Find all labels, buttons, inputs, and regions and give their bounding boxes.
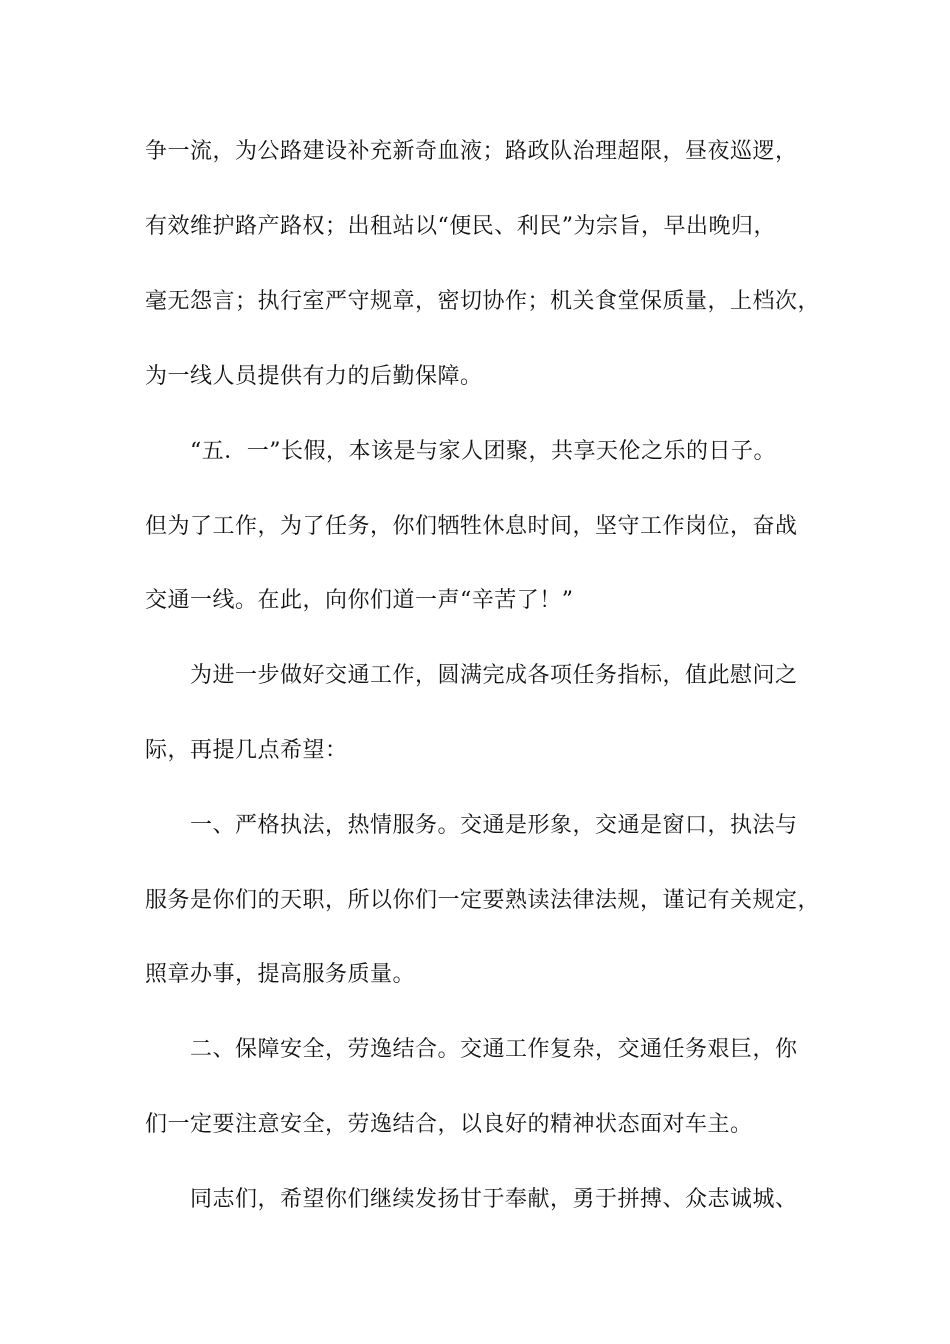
text-line-6: 但为了工作，为了任务，你们牺牲休息时间，坚守工作岗位，奋战 — [145, 514, 798, 539]
text-line-7: 交通一线。在此，向你们道一声“辛苦了！” — [145, 588, 574, 613]
text-line-15: 同志们，希望你们继续发扬甘于奉献，勇于拼搏、众志诚城、 — [190, 1187, 798, 1212]
text-line-2: 有效维护路产路权；出租站以“便民、利民”为宗旨，早出晚归， — [145, 214, 776, 239]
text-line-9: 际，再提几点希望： — [145, 738, 348, 763]
text-line-5: “五．一”长假，本该是与家人团聚，共享天伦之乐的日子。 — [190, 439, 776, 464]
text-line-4: 为一线人员提供有力的后勤保障。 — [145, 364, 483, 389]
text-line-11: 服务是你们的天职，所以你们一定要熟读法律法规，谨记有关规定， — [145, 888, 821, 913]
text-line-3: 毫无怨言；执行室严守规章，密切协作；机关食堂保质量，上档次， — [145, 289, 821, 314]
text-line-13: 二、保障安全，劳逸结合。交通工作复杂，交通任务艰巨，你 — [190, 1037, 798, 1062]
text-line-14: 们一定要注意安全，劳逸结合，以良好的精神状态面对车主。 — [145, 1112, 753, 1137]
text-line-10: 一、严格执法，热情服务。交通是形象，交通是窗口，执法与 — [190, 813, 798, 838]
text-line-8: 为进一步做好交通工作，圆满完成各项任务指标，值此慰问之 — [190, 663, 798, 688]
text-line-1: 争一流，为公路建设补充新奇血液；路政队治理超限，昼夜巡逻， — [145, 139, 798, 164]
text-line-12: 照章办事，提高服务质量。 — [145, 962, 416, 987]
